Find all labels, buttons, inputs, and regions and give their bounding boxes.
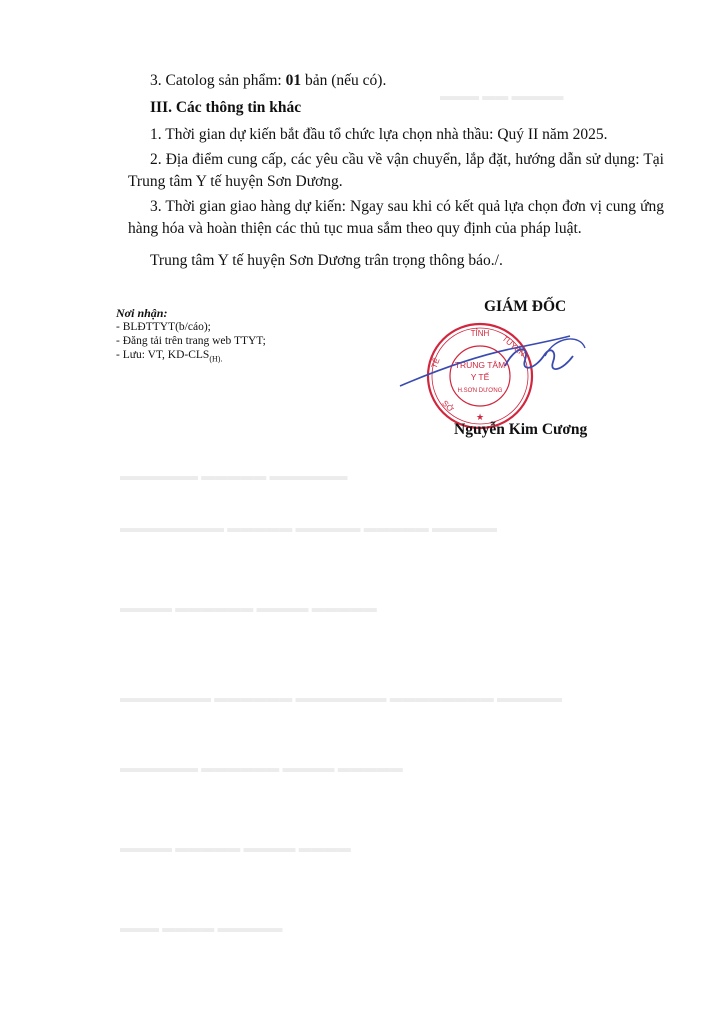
recipient-item-text: - Lưu: VT, KD-CLS (116, 349, 210, 361)
recipient-item: - BLĐTTYT(b/cáo); (116, 321, 211, 333)
recipient-item (116, 348, 266, 366)
catalog-item-suffix: bản (nếu có). (301, 72, 387, 89)
recipients-title: Nơi nhận: (116, 306, 168, 320)
paragraph-delivery: 3. Thời gian giao hàng dự kiến: Ngay sau khi có kết quả lựa chọn đơn vị cung ứng hàng hóa và hoàn thiện các thủ tục mua sắm theo quy định của pháp luật. (128, 198, 664, 237)
recipients-block (116, 306, 266, 366)
paragraph-start-time: 1. Thời gian dự kiến bắt đầu tổ chức lựa chọn nhà thầu: Quý II năm 2025. (150, 126, 608, 143)
bleed-through-text: ▬▬▬ ▬▬▬▬ ▬▬▬▬▬ (120, 920, 283, 935)
paragraph-location: 2. Địa điểm cung cấp, các yêu cầu về vận chuyển, lắp đặt, hướng dẫn sử dụng: Tại Trung tâm Y tế huyện Sơn Dương. (128, 151, 664, 190)
recipient-item: - Đăng tải trên trang web TTYT; (116, 335, 266, 347)
seal-center-line-1: TRUNG TÂM (454, 360, 506, 370)
seal-rim-top: TỈNH (470, 329, 490, 338)
bleed-through-text: ▬▬▬▬ ▬▬▬▬▬▬ ▬▬▬▬ ▬▬▬▬▬ (120, 600, 377, 615)
seal-rim-bottom: SỞ (440, 398, 456, 414)
catalog-item-line (150, 72, 386, 90)
bleed-through-text: ▬▬▬▬▬▬▬ ▬▬▬▬▬▬ ▬▬▬▬▬▬▬ ▬▬▬▬▬▬▬▬ ▬▬▬▬▬ (120, 690, 562, 705)
catalog-item-qty: 01 (285, 72, 302, 89)
bleed-through-text: ▬▬▬▬▬▬ ▬▬▬▬▬▬ ▬▬▬▬ ▬▬▬▬▬ (120, 760, 403, 775)
seal-rim-right: TUYÊN (500, 333, 527, 359)
signer-title: GIÁM ĐỐC (484, 298, 567, 315)
bleed-through-text: ▬▬▬▬ ▬▬▬▬▬ ▬▬▬▬ ▬▬▬▬ (120, 840, 351, 855)
bleed-through-text: ▬▬▬▬▬▬ ▬▬▬▬▬ ▬▬▬▬▬▬ (120, 468, 348, 483)
catalog-item-prefix: 3. Catolog sản phẩm: (150, 72, 286, 89)
section-heading: III. Các thông tin khác (150, 99, 302, 116)
bleed-through-text: ▬▬▬ ▬▬ ▬▬▬▬ (440, 88, 564, 103)
seal-star-icon: ★ (475, 412, 485, 422)
seal-center-line-2: Y TẾ (470, 372, 490, 382)
bleed-through-text: ▬▬▬▬▬▬▬▬ ▬▬▬▬▬ ▬▬▬▬▬ ▬▬▬▬▬ ▬▬▬▬▬ (120, 520, 497, 535)
seal-center-line-3: H.SƠN DƯƠNG (457, 388, 503, 394)
seal-rim-left: TẾ (429, 356, 442, 370)
recipient-item-subscript: (H). (209, 354, 223, 364)
closing-statement: Trung tâm Y tế huyện Sơn Dương trân trọng thông báo./. (150, 252, 503, 269)
handwritten-signature (395, 326, 595, 396)
body-paragraphs (128, 124, 664, 272)
signer-name: Nguyễn Kim Cương (454, 421, 588, 438)
